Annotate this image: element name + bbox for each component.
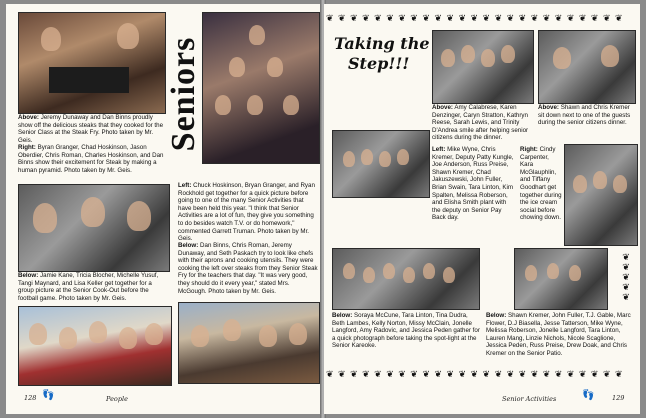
photo-senior-patio [514, 248, 608, 310]
paw-print-border-side: ❦ ❦ ❦ ❦ ❦ [622, 252, 630, 302]
left-page-number: 128 [24, 394, 37, 402]
left-folio-label: People [106, 395, 128, 403]
footprints-icon-right: 👣 [582, 390, 595, 401]
photo-chefs-aprons [178, 302, 320, 384]
photo-kremer-guest [538, 30, 636, 104]
title-line-1: Taking the [334, 34, 430, 53]
section-title-seniors: Seniors [165, 36, 202, 152]
caption-below-cookout: Below: Jamie Kane, Tricia Blocher, Michelle Yusuf, Tangi Maynard, and Lisa Keller get together for a group picture at the Senior Cook-Out before the football game. Photo taken by Mr. Geis. [18, 272, 159, 302]
photo-human-pyramid [202, 12, 320, 164]
paw-print-border-bottom: ❦ ❦ ❦ ❦ ❦ ❦ ❦ ❦ ❦ ❦ ❦ ❦ ❦ ❦ ❦ ❦ ❦ ❦ ❦ ❦ ❦ ❦ ❦ ❦ ❦ [326, 369, 624, 379]
photo-senior-dinner-helpers [432, 30, 534, 104]
photo-senior-kareoke [332, 248, 480, 310]
right-page [324, 4, 640, 414]
photo-icecream-social [564, 144, 638, 246]
left-page [6, 4, 322, 414]
title-line-2: Step!!! [348, 54, 410, 73]
right-page-number: 129 [612, 394, 625, 402]
paw-print-border-top: ❦ ❦ ❦ ❦ ❦ ❦ ❦ ❦ ❦ ❦ ❦ ❦ ❦ ❦ ❦ ❦ ❦ ❦ ❦ ❦ ❦ ❦ ❦ ❦ ❦ [326, 13, 624, 23]
right-folio-label: Senior Activities [502, 395, 557, 403]
caption-above-helpers: Above: Amy Calabrese, Karen Denzinger, Caryn Stratton, Kathryn Reese, Sarah Lewis, and Trinity D'Andrea smile after helping senior citizens during the dinner. [432, 104, 529, 142]
caption-below-patio: Below: Shawn Kremer, John Fuller, T.J. Gable, Marc Flower, D.J Biasella, Jesse Tatterson, Mike Wyne, Melissa Roberson, Jonelle Langford, Tara Linton, Lauren Mang, Linzie Nichols, Nicole Scaglione, Jessica Peden, Russ Preise, Drew Doak, and Chris Kremer on the Senior Patio. [486, 312, 631, 357]
photo-payback-day [332, 130, 430, 198]
caption-below-kareoke: Below: Soraya McCune, Tara Linton, Tina Dudra, Beth Lambes, Kelly Norton, Missy McClain, Jonelle Langford, Amy Radovic, and Jessica Peden gather for a quick photograph before taking the spot-light at the Senior Kareoke. [332, 312, 480, 350]
photo-cookout-group [18, 306, 172, 386]
photo-three-seniors [18, 184, 170, 272]
caption-above-kremer: Above: Shawn and Chris Kremer sit down next to one of the guests during the senior citizens dinner. [538, 104, 631, 127]
photo-steak-grill [18, 12, 166, 114]
caption-right-icecream: Right: Cindy Carpenter, Kara McGlauphlin, and Tiffany Goodhart get together during the ice cream social before chowing down. [520, 146, 562, 222]
page-title [334, 34, 430, 74]
caption-right: Right: Byran Granger, Chad Hoskinson, Jason Oberdier, Chris Roman, Charles Hoskinson, and Dan Binns show their excitement for Steak by making a human pyramid. Photo taken by Mr. Geis. [18, 144, 164, 174]
footprints-icon: 👣 [42, 390, 55, 401]
caption-below-chefs: Below: Dan Binns, Chris Roman, Jeremy Dunaway, and Seth Paskach try to look like chefs with their aprons and cooking utensils. They were cooking the left over steaks from they Senior Steak Fry for the teachers that day. "It was very good, they should do it every year," stated Mrs. McGough. Photo taken by Mr. Geis. [178, 242, 318, 295]
caption-above: Above: Jeremy Dunaway and Dan Binns proudly show off the delicious steaks that they cooked for the Senior Class at the Steak Fry. Photo taken by Mr. Geis. [18, 114, 164, 144]
caption-left-payback: Left: Mike Wyne, Chris Kremer, Deputy Patty Kungle, Joe Anderson, Russ Preise, Shawn Kremer, Chad Jakuszewski, John Fuller, Brian Swain, Tara Linton, Kim Spalten, Melissa Roberson, and Elisha Smith plant with the deputy on Senior Pay Back day. [432, 146, 514, 222]
caption-left: Left: Chuck Hoskinson, Bryan Granger, and Ryan Rockhold get together for a quick picture before going to one of the many Senior Activities that have been held this year. "I think that Senior Activities are a lot of fun, they give you something to do besides watch T.V. or do homework," commented Garrett Truman. Photo taken by Mr. Geis. [178, 182, 315, 243]
